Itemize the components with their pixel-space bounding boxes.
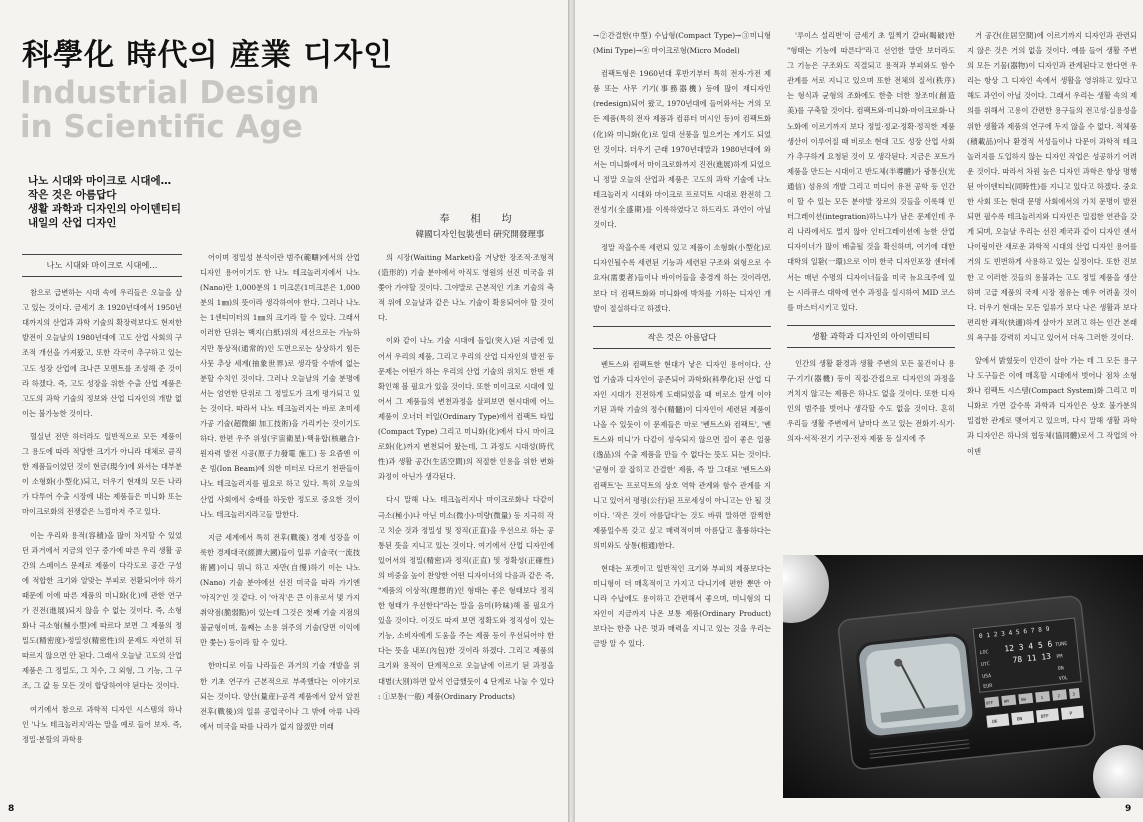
display-label: UTC bbox=[980, 661, 991, 669]
button-label: AM bbox=[1003, 698, 1009, 704]
page-number-left: 8 bbox=[8, 804, 15, 814]
body-column bbox=[378, 250, 554, 802]
paragraph: 다시 말해 나노 테크놀러지나 마이크로화나 다같이 극소(極小)나 아닌 미소(微小)·미량(微量) 등 지극히 작고 치순 것과 정밀성 및 정직(正直)을 우선으로 하는 공통된 뜻을 지니고 있는 것이다. 여기에서 산업 디자인에 있어서의 정밀(精密)과 정직(正直) 및 정확성(正確性)의 비중을 높이 찬양한 어떤 디자이너의 다음과 같은 즉, "제품의 이상적(理想的)인 형태는 좋은 형태보다 정직한 형태가 우선한다"라는 말을 음미(吟味)해 볼 필요가 있을 것이다. 이것도 따져 보면 정확도와 정직성이 있는 기능, 소비자에게 도움을 주는 제품 등이 우선되어야 한다는 뜻을 내포(內包)한 것이라 하겠다. 그리고 제품의 크기와 용적이 단계적으로 오늘날에 이르기 된 과정을 대별(大別)하면 앞서 언급했듯이 4 단계로 나눌 수 있다 : ①보통(一般) 제품(Ordinary Products) bbox=[378, 495, 554, 701]
display-loc-row: 0 1 2 3 4 5 6 7 8 9 bbox=[978, 625, 1050, 641]
paragraph: 앞에서 밝혔듯이 인간이 살아 가는 데 그 모든 용구나 도구들은 이에 매혹할 시대에서 벗어나 점차 소형화나 컴팩트 시스템(Compact System)화 그리고 미니화로 가면 갈수록 과학과 디자인은 상호 불가분의 밀접한 관계로 맺어지고 있으며, 다시 말해 생활 과학과 디자인은 하나의 협동체(協同體)로서 그 작업의 아이덴 bbox=[967, 355, 1137, 456]
paragraph: 여기에서 참으로 과학적 디자인 시스템의 하나인 '나노 테크놀러지'라는 말을 예로 들어 보자. 즉, 정밀·분할의 과학용 bbox=[22, 704, 182, 744]
display-label: LOC bbox=[979, 649, 990, 657]
display-label: EUR bbox=[982, 683, 993, 690]
subtitle-item: 작은 것은 아름답다 bbox=[28, 189, 117, 201]
section-heading: 작은 것은 아름답다 bbox=[593, 326, 771, 349]
title-english-line1: Industrial Design bbox=[20, 75, 320, 111]
display-label: TUNE bbox=[1054, 640, 1068, 649]
product-photo bbox=[783, 555, 1143, 798]
display-time-row2: 78 11 13 bbox=[1012, 651, 1052, 665]
button-label: 3 bbox=[1072, 691, 1076, 697]
subtitle-list bbox=[28, 174, 181, 230]
key-label: P bbox=[1069, 711, 1073, 718]
button-label: 1 bbox=[1040, 694, 1044, 700]
key-label: UK bbox=[991, 719, 998, 726]
paragraph: 한마디로 이들 나라들은 과거의 기술 개발을 위한 기초 연구가 근본적으로 부족했다는 이야기로 되는 것이다. 양산(量産)·공격 제품에서 앞서 앞친 전후(戰後)의 일류 공업국이나 그 밖에 아류 나라에서 미국을 따를 나라가 없지 않겠만 미래 bbox=[200, 661, 360, 731]
paragraph: →②간결한(中型) 수납형(Compact Type)→③미니형(Mini Type)→④ 마이크로형(Micro Model) bbox=[593, 31, 771, 56]
button-label: 2 bbox=[1057, 692, 1061, 699]
subtitle-item: 생활 과학과 디자인의 아이덴티티 bbox=[28, 203, 181, 215]
paragraph: 이와 같이 나노 기술 시대에 돌입(突入)된 지금에 있어서 우리의 제품, 그리고 우리의 산업 디자인의 발전 등 문제는 어떤가 하는 우리의 산업 기술의 위치도 한번 재확인해 볼 필요가 있을 것이다. 또한 미이크로 시대에 있어서 그 제품들의 변천과정을 살펴보면 현시대에 어느 제품이 오너더 터일(Ordinary Type)에서 컴팩트 타입(Compact Type) 그리고 미니화(化)에서 다시 마이크로화(化)까지 변천되어 왔는데, 그 과정도 시대성(時代性)과 생활 공간(生活空間)의 적절한 인용을 위한 변화 과정이 아닌가 생각된다. bbox=[378, 336, 554, 482]
body-column bbox=[787, 28, 955, 552]
section-heading: 생활 과학과 디자인의 아이덴티티 bbox=[787, 325, 955, 348]
paragraph: 인간의 생활 환경과 생활 주변의 모든 물건이나 용구·기기(器機) 등이 직접·간접으로 디자인의 과정을 거치지 않고는 제품은 하나도 없을 것이다. 또한 디자인의 범주를 벗어나 생각할 수도 없을 것이다. 흔히 우리들 생활 주변에서 날마다 쓰고 있는 전화기·식기·의자·서적·전기 기구·전자 제품 등 실지에 주 bbox=[787, 358, 955, 444]
paragraph: 정말 작을수록 세련되 있고 제품이 소형화(小型化)로 디자인될수록 세련된 기능과 세련된 구조와 외형으로 수요자(需要者)들이나 바이어들을 충경게 하는 것이라면, 보다 더 컴팩트화와 미니화에 박차를 가하는 디자인 개발이 절실하다고 하겠다. bbox=[593, 243, 771, 313]
button-label: OFF bbox=[985, 700, 994, 706]
display-label: ON bbox=[1057, 665, 1065, 673]
author-name: 奉 相 均 bbox=[439, 214, 521, 225]
display-label: USA bbox=[981, 673, 992, 680]
body-column bbox=[22, 254, 182, 802]
paragraph: 거 공간(住居空間)에 이르기까지 디자인과 관련되지 않은 것은 거의 없을 것이다. 예를 들어 생활 주변의 모든 기물(器物)이 디자인과 관계된다고 한다면 우리는 항상 그 디자인 속에서 생활을 영위하고 있다고 해도 과언이 아닐 것이다. 그래서 우리는 생활 속의 제의를 위해서 고용이 간편한 용구들의 전고성·실용성을 위한 생활과 제품의 연구에 두지 않을 수 없다. 적체품(積載品)이나 환경적 서성들이나 다문이 과학적 테크놀러지를 도입하지 않는 디자인 작업은 성공하기 어려운 것이다. 따라서 차원 높은 디자인 과학은 항상 명행된 아이덴티티(同時性)를 지니고 있다고 하겠다. 중요한 사회 또는 현대 문명 사회에서의 가치 문명이 발전되면 필수록 테크놀러지와 디자인은 밀접한 연관을 갖게 되며, 오늘날 우리는 선진 제국과 같이 디자인 센서나이링이란 새로운 과학적 시대의 산업 디자인 용어를 거의 도 빈번하게 사용하고 있는 실정이다. 또한 진보한 고 이러한 것들의 용불과는 고도 정밀 제품을 생산하며 고급 제품의 국제 시장 점유는 매우 어려울 것이다. 더우기 현대는 모든 일류가 보다 나은 생활과 보다 편리한 쾌적(快適)하게 살아가 보려고 하는 인간 본래의 욕구를 강력히 지니고 있어서 더욱 그러한 것이다. bbox=[967, 31, 1137, 342]
paragraph: 이는 우리와 용적(容積)을 많이 차지할 수 있었던 과거에서 지금의 인구 증가에 따른 우리 생활 공간의 스페이스 문제로 제품이 다각도로 공간 구성에 적합한 크기와 알맞는 부피로 전환되어야 하기 때문에 이에 따른 제품의 미니화(化)에 관한 연구가 진전(進展)되지 않을 수 없는 것이다. 즉, 소형화나 극소형(極小型)에 따르다 보면 그 제품의 정밀도(精密度)·정밀성(精密性)의 문제도 자연히 뒤따르지 않으면 안 된다. 그래서 오늘날 고도의 산업 제품은 그 정밀도, 그 치수, 그 외형, 그 기능, 그 구조, 그 값 등 모든 것이 합당하여야 된다는 것이다. bbox=[22, 530, 182, 691]
display-label: VOL bbox=[1058, 675, 1069, 682]
paragraph: 혈실년 전만 하더라도 일반적으로 모든 제품이 그 용도에 따라 적당한 크기가 아니라 대체로 큼직한 제품들이었던 것이 현금(現今)에 와서는 대부분이 소형화(小型化)되고, 더우기 현재의 모든 나라가 다투어 수출 시장에 내는 제품들은 미니화 또는 마이크로화의 전쟁같은 느낌마저 주고 있다. bbox=[22, 431, 182, 517]
author-affiliation: 韓國디자인包裝센터 硏究開發理事 bbox=[415, 230, 545, 240]
page-number-right: 9 bbox=[1125, 804, 1132, 814]
body-column bbox=[593, 28, 771, 802]
paragraph: 어이며 정밀성 분석이란 범주(範疇)에서의 산업 디자인 용어이기도 한 나노 테크놀러지에서 나노(Nano)란 1,000분의 1 미크론(1미크론은 1,000분의 1㎜)의 뜻이라 생각하여야 한다. 그러나 나노는 1센티미터의 1㎜의 크기라 할 수 있다. 그래서 이러한 단위는 백지(白紙)위의 세선으로는 가능하지만 통상적(通常的)인 도면으로는 상상하기 힘든 사뭇 추상 세계(抽象世界)로 생각할 수밖에 없는 분할 수치인 것이다. 그러나 오늘날의 기술 분명에서는 엄연한 단위로 그 정밀도가 크게 평가되고 있는 것이다. 따라서 나노 테크놀러지는 바로 초미세 가공 기술(超微細 加工技術)을 가리키는 것이기도 하다. 한편 우주 위성(宇宙衛星)·핵융합(核融合)·원자력 발전 시공(原子力發電 施工) 등 요즘엔 이온 빔(Ion Beam)에 의한 미터로 다르기 천판들이 나노 테크놀러지를 필요로 하고 있다. 특히 오늘의 산업 사회에서 숭배를 하듯한 정도로 중요한 것이 나노 테크놀러지라고들 말한다. bbox=[200, 253, 360, 519]
body-column bbox=[967, 28, 1137, 546]
subtitle-item: 내일의 산업 디자인 bbox=[28, 217, 117, 229]
article-title-korean: 科學化 時代의 産業 디자인 bbox=[22, 38, 394, 73]
subtitle-item: 나노 시대와 마이크로 시대에… bbox=[28, 175, 172, 187]
key-label: OFF bbox=[1040, 714, 1050, 721]
paragraph: 지금 세계에서 특히 전후(戰後) 경제 성장을 이룩한 경제대국(經濟大國)들이 일류 기술국(一流技術國)이니 뭐니 하고 자만(自慢)하기 이는 나노(Nano) 기술 분야에선 선진 미국을 따라 가기엔 '아직?'인 것 같다. 이 '아직'은 큰 이유로서 몇 가지 취약점(脆弱點)이 있는데 그것은 첫째 기술 지점의 불균형이며, 둘째는 소용 위주의 기술(당면 이익에만 쫓는) 등이라 할 수 있다. bbox=[200, 532, 360, 648]
display-time-row1: 12 3 4 5 6 bbox=[1003, 639, 1053, 654]
paragraph: 의 시장(Waiting Market)을 겨냥한 장조적·조형적(造形的) 기술 분야에서 아직도 영원의 선진 미국을 위쫓아 가야할 것이다. 그야말로 근본적인 기초 기술의 축적 위에 오늘날과 같은 나노 기술이 확용되어야 할 것이다. bbox=[378, 253, 554, 323]
article-title-english bbox=[20, 76, 319, 144]
key-label: ON bbox=[1016, 717, 1023, 723]
paragraph: 현대는 포켓이고 일반적인 크기와 부피의 제품보다는 미니형이 더 매혹적이고 가지고 다니기에 편한 뿐만 아니라 수납에도 용이하고 간편해서 좋으며, 미니형의 디자인이 지금까지 나온 보통 제품(Ordinary Product)보다는 한층 나은 멋과 매력을 지니고 있는 것을 우리는 금방 알 수 있다. bbox=[593, 564, 771, 649]
tv-device-illustration bbox=[783, 555, 1143, 798]
author-byline bbox=[400, 210, 560, 240]
paragraph: '루이스 설리번'이 금세기 초 일찍기 갈파(喝破)한 "형태는 기능에 따른다"라고 선언한 말만 보더라도 그 기능은 구조와도 직결되고 용적과 부피와도 함수 관계를 서로 지니고 있으며 또한 전체의 질서(秩序)는 형식과 균형의 조화에도 한층 더한 창조미(創造美)를 구축할 것이다. 컴팩트와·미니화·마이크로화·나노화에 이르기까지 보다 정밀·정교·정확·정직한 제품 생산이 이루어질 때 비로소 현대 고도 성장 산업 사회가 추구하게 요청된 것이 모 생각된다. 지금은 포트가 제품을 만드는 시대이고 반도체(半導體)가 광통신(光通信) 섬유의 개발 그리고 미디어 유전 공학 등 인간이 할 수 있는 모든 분야발 장르의 것들을 이룩해 인터그레이션(integration)하느냐가 남은 문제인데 우리 나라에서도 멀지 않아 인터그레이션에 능한 산업 디자이너가 많이 배출될 것을 확신하며, 여기에 대한 대학의 일환(一環)으로 이미 한국 디자인포장 센터에서는 매년 수명의 디자이너들을 미국 뉴요크주에 있는 시라큐스 대학에 연수 과정을 실시하여 MID 코스를 마스터시키고 있다. bbox=[787, 31, 955, 312]
section-heading: 나노 시대와 마이크로 시대에… bbox=[22, 254, 182, 277]
device-body bbox=[838, 595, 1096, 770]
button-label: SW bbox=[1020, 696, 1026, 703]
paragraph: 벤트스와 컴팩트한 현대가 낳은 디자인 용어이다. 산업 기술과 디자인이 공존되어 과학화(科學化)된 산업 디자인 시대가 진전하게 도래되었을 때 비로소 알게 이야기된 과학 기술의 정수(精髓)이 디자인이 세련된 제품이 나올 수 있듯이 이 문제들은 마로 '벤트스와 컴팩트', '벤트스와 미니'가 다같이 성숙되지 않으면 질이 좋은 일품(逸品)의 수출 제품을 만들 수 없다는 뜻도 되는 것이다. '균형이 잘 잡히고 간결한' 제품, 즉 말 그대로 '벤트스와 컴팩트'는 프로덕트의 상호 역학 관계와 함수 관계를 지니고 있어서 평평(公行)된 프로세싱이 아니고는 안 될 것이다. '작은 것이 아름답다'는 것도 바꿔 말하면 깜찍한 제품일수록 갖고 싶고 매력적이며 아름답고 훌륭하다는 의미와도 상통(相通)한다. bbox=[593, 359, 771, 550]
spine-gutter bbox=[568, 0, 575, 822]
display-label: PM bbox=[1056, 653, 1063, 661]
title-english-line2: in Scientific Age bbox=[20, 109, 303, 145]
paragraph: 컴팩트형은 1960년대 후반기부터 특히 전자·가전 제품 또는 사무 기기(事務器機) 등에 많이 재디자인(redesign)되어 왔고, 1970년대에 들어와서는 거의 모든 제품(특히 전자 제품과 컴퓨터 머시인 등)이 컴팩트화(化)와 미니화(化)로 일대 선풍을 일으키는 계기도 되었던 것이다. 더우기 근래 1970년대말과 1980년대에 와서는 미니화에서 마이크로화까지 진전(進展)하게 되었으니 정말 오늘의 산업과 제품은 고도의 과학 기술에 나노 테크놀러지 시대와 마이크로 프로덕트 시대로 완전히 그 전성기(全盛期)를 이룩하였다고 하드라도 과언이 아닐 것이다. bbox=[593, 69, 771, 230]
paragraph: 참으로 급변하는 시대 속에 우리들은 오늘을 살고 있는 것이다. 금세기 초 1920년대에서 1950년대까지의 산업과 과학 기술의 확장력보다도 현저한 발전이 오늘날의 1980년대에 고도 산업 사회의 구조적 개선을 가져왔고, 또한 각국이 추구하고 있는 고도 성장 산업에 크나큰 모멘트를 조성해 준 것이라 하겠다. 즉, 고도 성장을 위한 수출 산업 제품은 고도의 과학 기술의 정보와 산업 디자인의 개발 없이는 불가능한 것이다. bbox=[22, 288, 182, 418]
left-page bbox=[0, 0, 568, 822]
body-column bbox=[200, 250, 360, 802]
